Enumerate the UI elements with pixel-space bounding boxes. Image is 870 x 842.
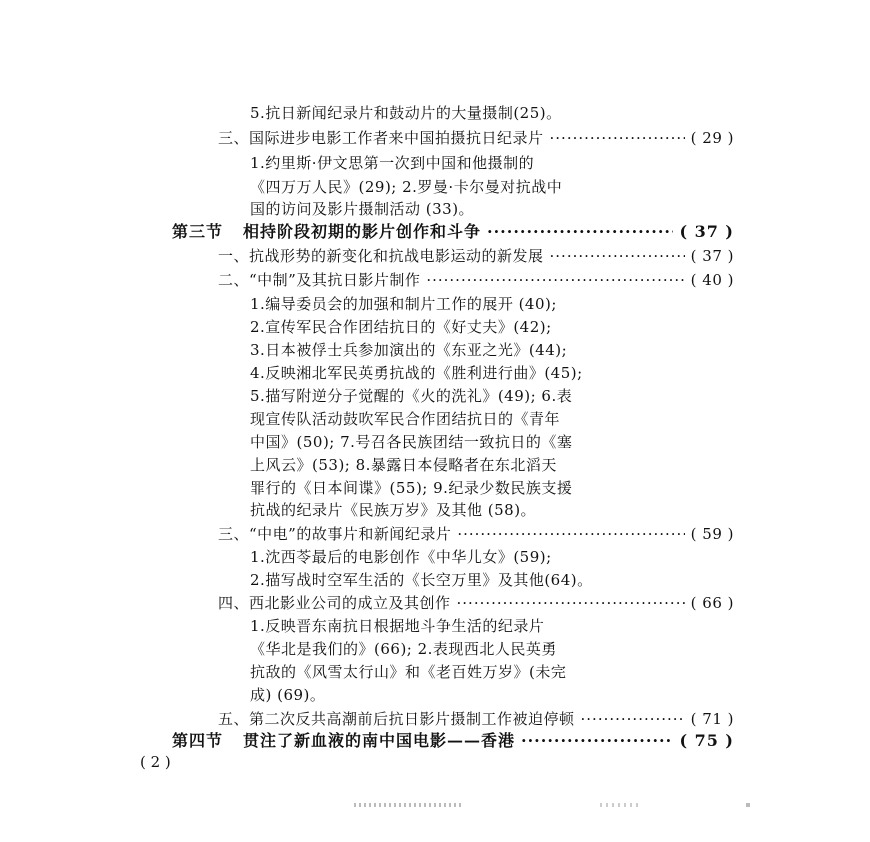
toc-entry-page: ( 71 ) <box>690 710 734 728</box>
leader-dots <box>457 593 685 613</box>
toc-sub-item <box>250 153 534 173</box>
toc-text: 国的访问及影片摄制活动 (33)。 <box>250 200 475 218</box>
toc-entry-label: 三、国际进步电影工作者来中国拍摄抗日纪录片 <box>218 129 544 147</box>
toc-text: 4.反映湘北军民英勇抗战的《胜利进行曲》(45); <box>250 364 583 382</box>
scan-artifact <box>354 803 464 807</box>
section-number: 第四节 <box>172 731 224 750</box>
toc-text: 罪行的《日本间谍》(55); 9.纪录少数民族支援 <box>250 479 573 497</box>
section-page: ( 75 ) <box>679 731 734 750</box>
toc-text: 1.约里斯·伊文思第一次到中国和他摄制的 <box>250 154 535 172</box>
toc-text: 1.反映晋东南抗日根据地斗争生活的纪录片 <box>250 617 545 635</box>
toc-entry-page: ( 59 ) <box>690 525 734 543</box>
toc-entry-page: ( 37 ) <box>690 247 734 265</box>
toc-sub-item <box>250 340 567 360</box>
toc-text: 5.抗日新闻纪录片和鼓动片的大量摄制(25)。 <box>250 104 562 122</box>
toc-text: 抗敌的《风雪太行山》和《老百姓万岁》(未完 <box>250 663 567 681</box>
section-title: 相持阶段初期的影片创作和斗争 <box>243 222 482 241</box>
toc-entry <box>218 593 734 613</box>
toc-entry <box>218 524 734 544</box>
scan-artifact <box>600 803 640 807</box>
toc-text: 1.沈西苓最后的电影创作《中华儿女》(59); <box>250 548 552 566</box>
leader-dots <box>487 222 673 242</box>
leader-dots <box>457 524 684 544</box>
leader-dots <box>521 731 673 751</box>
toc-text: 2.描写战时空军生活的《长空万里》及其他(64)。 <box>250 571 593 589</box>
toc-sub-item <box>250 570 593 590</box>
toc-text: 3.日本被俘士兵参加演出的《东亚之光》(44); <box>250 341 568 359</box>
toc-text: 抗战的纪录片《民族万岁》及其他 (58)。 <box>250 501 537 519</box>
toc-sub-item <box>250 103 562 123</box>
toc-text: 《四万万人民》(29); 2.罗曼·卡尔曼对抗战中 <box>250 178 563 196</box>
toc-sub-item <box>250 199 474 219</box>
leader-dots <box>426 270 684 290</box>
toc-sub-item <box>250 639 557 659</box>
toc-section-entry <box>172 222 734 242</box>
toc-text: 上风云》(53); 8.暴露日本侵略者在东北滔天 <box>250 456 557 474</box>
toc-entry-label: 三、“中电”的故事片和新闻纪录片 <box>218 525 452 543</box>
toc-entry <box>218 270 734 290</box>
leader-dots <box>550 246 685 266</box>
toc-sub-item <box>250 386 572 406</box>
toc-entry <box>218 246 734 266</box>
toc-text: 5.描写附逆分子觉醒的《火的洗礼》(49); 6.表 <box>250 387 573 405</box>
toc-text: 1.编导委员会的加强和制片工作的展开 (40); <box>250 295 557 313</box>
toc-sub-item <box>250 294 557 314</box>
toc-sub-item <box>250 363 583 383</box>
toc-sub-item <box>250 478 572 498</box>
toc-entry-label: 一、抗战形势的新变化和抗战电影运动的新发展 <box>218 247 544 265</box>
leader-dots <box>581 709 685 729</box>
toc-text: 现宣传队活动鼓吹军民合作团结抗日的《青年 <box>250 410 561 428</box>
toc-entry-page: ( 40 ) <box>690 271 734 289</box>
toc-text: 中国》(50); 7.号召各民族团结一致抗日的《塞 <box>250 433 573 451</box>
toc-sub-item <box>250 177 562 197</box>
toc-sub-item <box>250 455 557 475</box>
toc-entry <box>218 709 734 729</box>
toc-sub-item <box>250 409 560 429</box>
toc-entry-label: 四、西北影业公司的成立及其创作 <box>218 594 451 612</box>
toc-sub-item <box>250 317 552 337</box>
leader-dots <box>550 128 685 148</box>
section-page: ( 37 ) <box>679 222 734 241</box>
toc-sub-item <box>250 547 552 567</box>
toc-entry-page: ( 29 ) <box>690 129 734 147</box>
toc-entry-label: 二、“中制”及其抗日影片制作 <box>218 271 421 289</box>
toc-entry-label: 五、第二次反共高潮前后抗日影片摄制工作被迫停顿 <box>218 710 575 728</box>
toc-section-entry <box>172 731 734 751</box>
toc-sub-item <box>250 432 572 452</box>
scan-artifact <box>746 803 750 807</box>
toc-text: 《华北是我们的》(66); 2.表现西北人民英勇 <box>250 640 557 658</box>
section-number: 第三节 <box>172 222 224 241</box>
toc-sub-item <box>250 616 544 636</box>
page-number: ( 2 ) <box>140 753 171 771</box>
toc-text: 成) (69)。 <box>250 686 326 704</box>
toc-entry-page: ( 66 ) <box>690 594 734 612</box>
section-title: 贯注了新血液的南中国电影——香港 <box>243 731 516 750</box>
toc-sub-item <box>250 662 566 682</box>
toc-entry <box>218 128 734 148</box>
toc-text: 2.宣传军民合作团结抗日的《好丈夫》(42); <box>250 318 552 336</box>
toc-sub-item <box>250 500 536 520</box>
toc-sub-item <box>250 685 325 705</box>
